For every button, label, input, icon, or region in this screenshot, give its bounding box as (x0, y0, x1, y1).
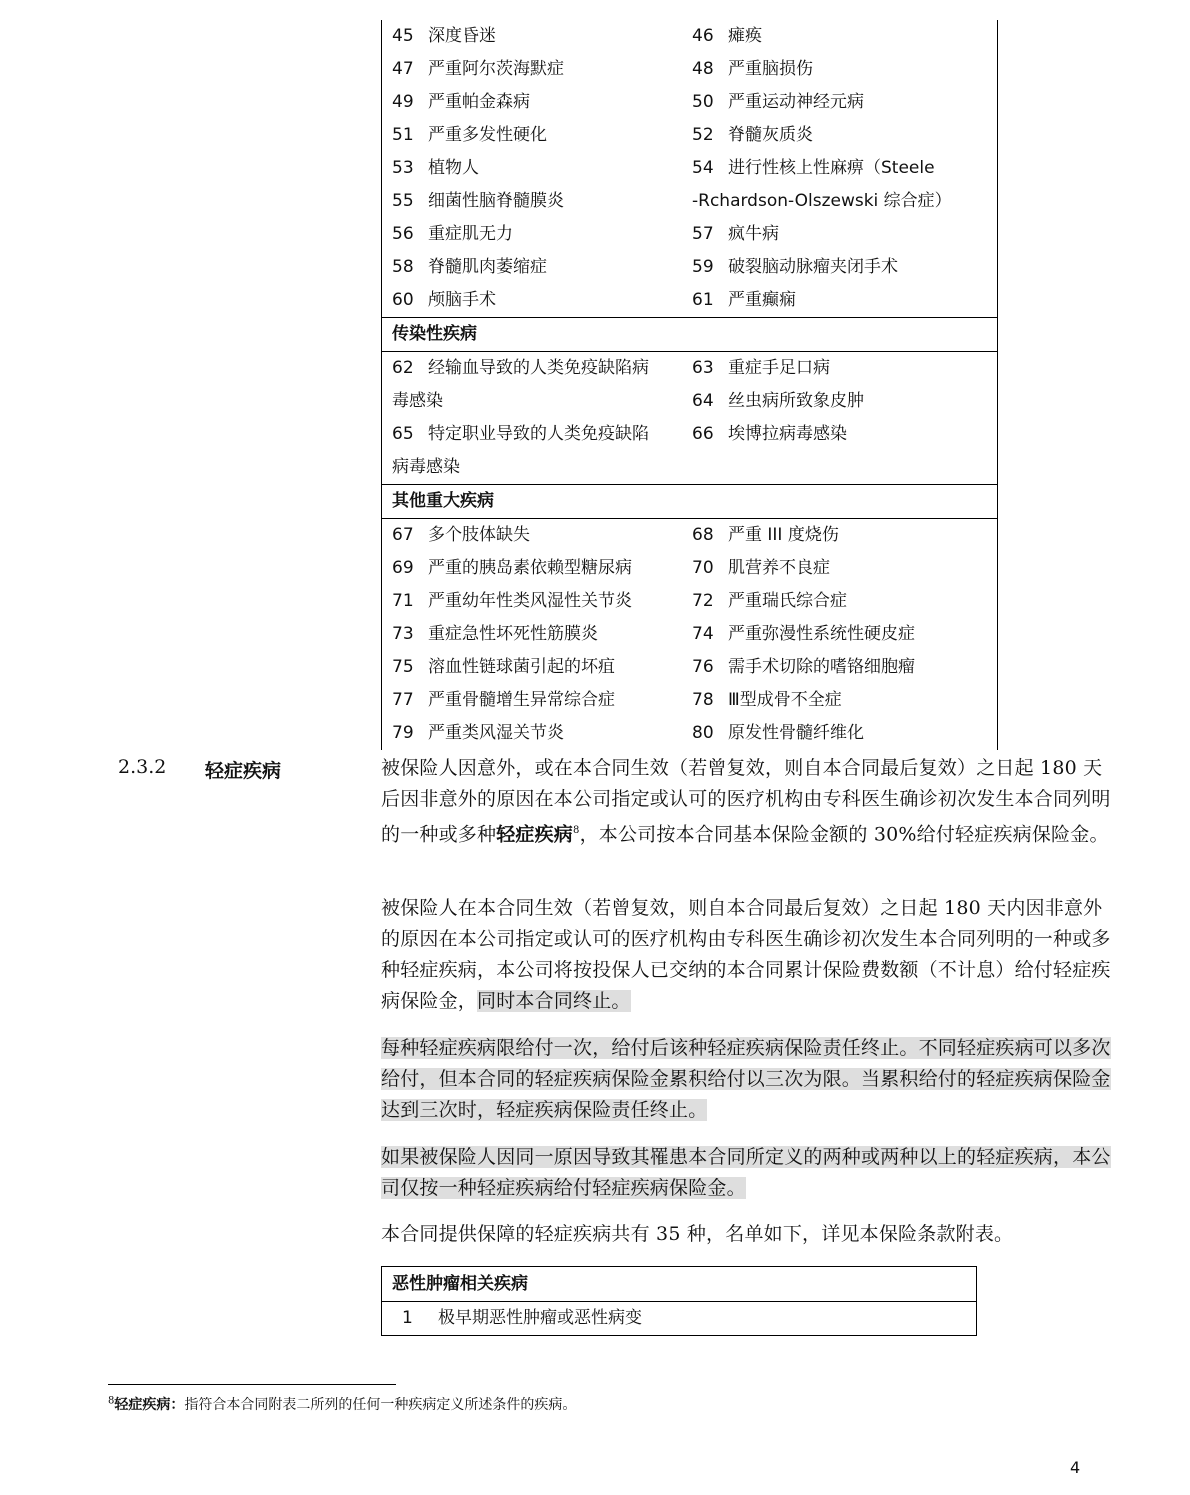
right-cell (682, 418, 847, 451)
right-cell (682, 352, 830, 385)
footnote-ref[interactable]: 8 (573, 825, 580, 836)
row-number: 69 (392, 558, 414, 578)
left-cell (382, 53, 564, 86)
disease-name: 溶血性链球菌引起的坏疽 (428, 657, 615, 677)
right-cell (682, 618, 915, 651)
disease-name: 严重帕金森病 (428, 92, 530, 112)
row-number: 70 (692, 558, 714, 578)
left-cell (382, 552, 632, 585)
disease-name: 严重脑损伤 (728, 59, 813, 79)
table-group-infectious (382, 352, 997, 484)
table-row (382, 352, 997, 385)
footnote-separator (108, 1384, 396, 1385)
row-number: 62 (392, 358, 414, 378)
row-number: 50 (692, 92, 714, 112)
table-row (382, 284, 997, 317)
table-row (382, 519, 997, 552)
table-header-infectious: 传染性疾病 (382, 317, 997, 352)
disease-name: 严重癫痫 (728, 290, 796, 310)
right-cell (682, 20, 762, 53)
right-cell (682, 717, 864, 750)
disease-name: 瘫痪 (728, 26, 762, 46)
left-cell (382, 119, 547, 152)
left-cell (382, 251, 547, 284)
left-cell (382, 519, 530, 552)
left-cell (382, 651, 615, 684)
left-cell (382, 385, 443, 418)
disease-name-continued: 病毒感染 (392, 457, 460, 477)
disease-name: 严重多发性硬化 (428, 125, 547, 145)
term-bold: 轻症疾病 (496, 823, 574, 846)
clause-paragraph-3 (381, 1033, 1111, 1126)
row-number: 46 (692, 26, 714, 46)
row-number: 45 (392, 26, 414, 46)
table-header-malignant: 恶性肿瘤相关疾病 (382, 1267, 976, 1302)
highlighted-text: 同时本合同终止。 (477, 990, 631, 1012)
row-number: 58 (392, 257, 414, 277)
row-number: 49 (392, 92, 414, 112)
table-row (382, 684, 997, 717)
row-number: 74 (692, 624, 714, 644)
row-number: 68 (692, 525, 714, 545)
left-cell (382, 451, 460, 484)
right-cell (692, 185, 952, 218)
row-number: 67 (392, 525, 414, 545)
clause-title: 轻症疾病 (205, 760, 282, 782)
paragraph-text: 被保险人在本合同生效（若曾复效，则自本合同最后复效）之日起 180 天内因非意外的原因在本公司指定或认可的医疗机构由专科医生确诊初次发生本合同列明的一种或多种轻症疾病，本公司将按投保人已交纳的本合同累计保险费数额（不计息）给付轻症疾病保险金， (381, 897, 1111, 1012)
left-cell (382, 185, 564, 218)
disease-name: 严重运动神经元病 (728, 92, 864, 112)
left-cell (382, 20, 496, 53)
table-row (382, 20, 997, 53)
table-row (382, 1302, 976, 1335)
right-cell (682, 284, 796, 317)
clause-paragraph-1 (381, 753, 1111, 850)
right-cell (682, 651, 915, 684)
disease-name: 重症肌无力 (428, 224, 513, 244)
disease-name: 细菌性脑脊髓膜炎 (428, 191, 564, 211)
table-row (382, 185, 997, 218)
paragraph-text: 被保险人因意外，或在本合同生效（若曾复效，则自本合同最后复效）之日起 180 天后因非意外的原因在本公司指定或认可的医疗机构由专科医生确诊初次发生本合同列明的一种或多种 (381, 757, 1111, 846)
clause-paragraph-5 (381, 1219, 1111, 1250)
row-number: 73 (392, 624, 414, 644)
left-cell (382, 352, 649, 385)
table-row (382, 86, 997, 119)
highlighted-text: 如果被保险人因同一原因导致其罹患本合同所定义的两种或两种以上的轻症疾病，本公司仅按一种轻症疾病给付轻症疾病保险金。 (381, 1146, 1111, 1199)
right-cell (682, 152, 935, 185)
footnote-mark: 8 (108, 1395, 115, 1407)
highlighted-text: 每种轻症疾病限给付一次，给付后该种轻症疾病保险责任终止。不同轻症疾病可以多次给付，但本合同的轻症疾病保险金累积给付以三次为限。当累积给付的轻症疾病保险金达到三次时，轻症疾病保险责任终止。 (381, 1037, 1111, 1121)
disease-name: 严重弥漫性系统性硬皮症 (728, 624, 915, 644)
right-cell (682, 86, 864, 119)
disease-name: 丝虫病所致象皮肿 (728, 391, 864, 411)
row-number: 80 (692, 723, 714, 743)
row-number: 79 (392, 723, 414, 743)
disease-table-bottom (381, 1266, 977, 1336)
paragraph-text: 本合同提供保障的轻症疾病共有 35 种，名单如下，详见本保险条款附表。 (381, 1223, 1014, 1245)
right-cell (682, 585, 847, 618)
left-cell (382, 218, 513, 251)
right-cell (682, 552, 830, 585)
left-cell (382, 418, 649, 451)
table-row (382, 218, 997, 251)
table-row (382, 717, 997, 750)
table-row (382, 385, 997, 418)
disease-name: 重症手足口病 (728, 358, 830, 378)
row-number: 66 (692, 424, 714, 444)
footnote-text: 指符合本合同附表二所列的任何一种疾病定义所述条件的疾病。 (184, 1397, 577, 1413)
disease-name: Ⅲ型成骨不全症 (728, 690, 842, 710)
disease-name: 需手术切除的嗜铬细胞瘤 (728, 657, 915, 677)
right-cell (682, 218, 779, 251)
row-number: 72 (692, 591, 714, 611)
right-cell (682, 251, 898, 284)
clause-paragraph-4 (381, 1142, 1111, 1204)
row-number: 57 (692, 224, 714, 244)
table-group-neuro (382, 20, 997, 317)
disease-name: 严重幼年性类风湿性关节炎 (428, 591, 632, 611)
row-number: 1 (402, 1308, 413, 1328)
table-row (382, 119, 997, 152)
row-text: 极早期恶性肿瘤或恶性病变 (438, 1308, 642, 1328)
left-cell (382, 284, 496, 317)
disease-name: 特定职业导致的人类免疫缺陷 (428, 424, 649, 444)
disease-name-continued: -Rchardson-Olszewski 综合症） (692, 191, 952, 211)
table-row (382, 552, 997, 585)
table-header-other: 其他重大疾病 (382, 484, 997, 519)
disease-name: 严重 III 度烧伤 (728, 525, 839, 545)
disease-name: 颅脑手术 (428, 290, 496, 310)
table-row (382, 152, 997, 185)
row-number: 65 (392, 424, 414, 444)
left-cell (382, 717, 564, 750)
disease-name: 肌营养不良症 (728, 558, 830, 578)
disease-name: 重症急性坏死性筋膜炎 (428, 624, 598, 644)
right-cell (682, 684, 842, 717)
disease-name: 严重阿尔茨海默症 (428, 59, 564, 79)
disease-name: 经输血导致的人类免疫缺陷病 (428, 358, 649, 378)
disease-name: 脊髓肌肉萎缩症 (428, 257, 547, 277)
disease-name: 严重骨髓增生异常综合症 (428, 690, 615, 710)
left-cell (382, 152, 479, 185)
row-number: 47 (392, 59, 414, 79)
right-cell (682, 53, 813, 86)
disease-name: 严重瑞氏综合症 (728, 591, 847, 611)
paragraph-text: ，本公司按本合同基本保险金额的 30%给付轻症疾病保险金。 (579, 823, 1109, 846)
footnote (108, 1394, 576, 1414)
row-number: 60 (392, 290, 414, 310)
disease-name: 严重类风湿关节炎 (428, 723, 564, 743)
row-number: 48 (692, 59, 714, 79)
table-row (382, 251, 997, 284)
table-row (382, 418, 997, 451)
disease-name: 多个肢体缺失 (428, 525, 530, 545)
table-row (382, 585, 997, 618)
disease-name-continued: 毒感染 (392, 391, 443, 411)
row-number: 71 (392, 591, 414, 611)
disease-name: 植物人 (428, 158, 479, 178)
row-number: 75 (392, 657, 414, 677)
disease-name: 原发性骨髓纤维化 (728, 723, 864, 743)
row-number: 55 (392, 191, 414, 211)
row-number: 61 (692, 290, 714, 310)
disease-name: 疯牛病 (728, 224, 779, 244)
right-cell (682, 519, 839, 552)
clause-number: 2.3.2 (118, 756, 167, 778)
disease-name: 破裂脑动脉瘤夹闭手术 (728, 257, 898, 277)
disease-name: 埃博拉病毒感染 (728, 424, 847, 444)
disease-name: 脊髓灰质炎 (728, 125, 813, 145)
row-number: 59 (692, 257, 714, 277)
page-number: 4 (1070, 1458, 1081, 1477)
right-cell (682, 119, 813, 152)
disease-name: 严重的胰岛素依赖型糖尿病 (428, 558, 632, 578)
row-number: 76 (692, 657, 714, 677)
row-number: 56 (392, 224, 414, 244)
row-number: 63 (692, 358, 714, 378)
footnote-term: 轻症疾病： (114, 1397, 185, 1413)
table-row (382, 53, 997, 86)
disease-name: 进行性核上性麻痹（Steele (728, 158, 935, 178)
left-cell (382, 684, 615, 717)
left-cell (382, 618, 598, 651)
right-cell (682, 385, 864, 418)
table-row (382, 451, 997, 484)
table-row (382, 651, 997, 684)
row-number: 78 (692, 690, 714, 710)
disease-name: 深度昏迷 (428, 26, 496, 46)
table-row (382, 618, 997, 651)
row-number: 64 (692, 391, 714, 411)
disease-table-top (381, 20, 998, 750)
row-number: 54 (692, 158, 714, 178)
table-group-other (382, 519, 997, 750)
clause-paragraph-2 (381, 893, 1111, 1017)
row-number: 52 (692, 125, 714, 145)
row-number: 77 (392, 690, 414, 710)
left-cell (382, 585, 632, 618)
row-number: 53 (392, 158, 414, 178)
left-cell (382, 86, 530, 119)
row-number: 51 (392, 125, 414, 145)
